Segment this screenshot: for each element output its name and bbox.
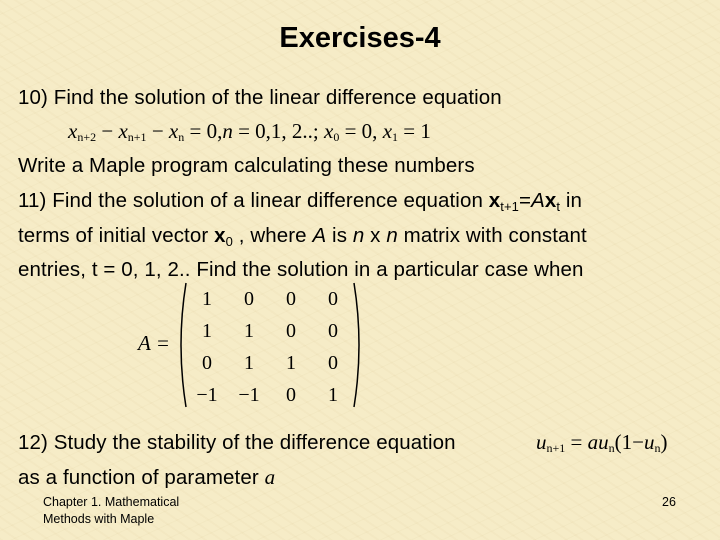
matrix-cell: 1 <box>328 383 338 406</box>
matrix-cell: 0 <box>328 287 338 310</box>
matrix-row <box>186 315 354 347</box>
matrix-cell: 0 <box>286 287 296 310</box>
exercise-10-text: 10) Find the solution of the linear difference equation <box>18 86 502 109</box>
matrix-cell: −1 <box>238 383 260 406</box>
exercise-10-equation: $x_{n+2} - x_{n+1} - x_n = 0,n = 0,1$, 2..; $x_0 = 0$, $x_1 = 1$ <box>68 119 431 144</box>
right-paren-icon <box>352 281 366 409</box>
exercise-12-line-2: as a function of parameter a <box>18 465 276 489</box>
exercise-11-line-1: 11) Find the solution of a linear difference equation xt+1=Axt in <box>18 189 583 214</box>
exercise-12-line-1: 12) Study the stability of the difference equation <box>18 431 456 454</box>
matrix-grid <box>186 283 354 411</box>
matrix-row <box>186 379 354 411</box>
slide-title: Exercises-4 <box>279 22 441 54</box>
matrix-cell: 1 <box>286 351 296 374</box>
matrix-cell: 0 <box>328 319 338 342</box>
matrix-cell: 1 <box>202 287 212 310</box>
maple-program-text: Write a Maple program calculating these numbers <box>18 154 475 177</box>
matrix-label: A = <box>138 331 170 355</box>
matrix-cell: 1 <box>202 319 212 342</box>
footer-chapter: Chapter 1. Mathematical Methods with Maple <box>43 495 180 526</box>
matrix-cell: 0 <box>286 383 296 406</box>
exercise-11-line-2: terms of initial vector x0 , where A is n x n matrix with constant <box>18 224 587 249</box>
exercise-11-line-3: entries, t = 0, 1, 2.. Find the solution in a particular case when <box>18 258 584 281</box>
matrix-row <box>186 283 354 315</box>
matrix-cell: 1 <box>244 319 254 342</box>
matrix-cell: 0 <box>244 287 254 310</box>
matrix-cell: 0 <box>202 351 212 374</box>
matrix-cell: 0 <box>328 351 338 374</box>
matrix-cell: 1 <box>244 351 254 374</box>
matrix-row <box>186 347 354 379</box>
page-number: 26 <box>662 495 676 509</box>
exercise-12-equation: $u_{n+1} = au_n(1-u_n)$ <box>536 430 668 455</box>
matrix-cell: 0 <box>286 319 296 342</box>
matrix-cell: −1 <box>196 383 218 406</box>
